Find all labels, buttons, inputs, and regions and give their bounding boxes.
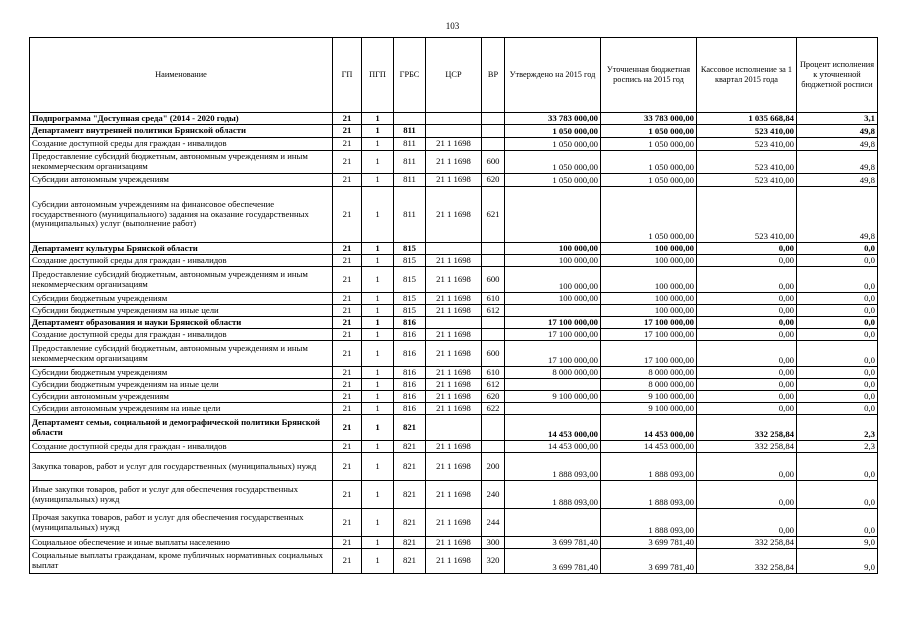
table-row [30, 441, 878, 453]
row-percent: 0,0 [797, 403, 878, 415]
row-grbs: 815 [394, 293, 426, 305]
row-name: Субсидии бюджетным учреждениям на иные цели [30, 305, 333, 317]
row-grbs: 811 [394, 125, 426, 138]
table-row [30, 187, 878, 243]
row-approved: 9 100 000,00 [505, 391, 601, 403]
row-grbs: 821 [394, 453, 426, 481]
row-csr: 21 1 1698 [426, 305, 482, 317]
row-refined: 8 000 000,00 [601, 367, 697, 379]
row-refined: 3 699 781,40 [601, 549, 697, 574]
header-csr: ЦСР [426, 38, 482, 113]
row-approved [505, 509, 601, 537]
row-percent: 0,0 [797, 341, 878, 367]
row-gp: 21 [333, 379, 362, 391]
row-csr [426, 415, 482, 441]
row-vr [482, 255, 505, 267]
row-cash: 0,00 [697, 341, 797, 367]
row-cash: 332 258,84 [697, 441, 797, 453]
row-cash: 0,00 [697, 293, 797, 305]
row-grbs: 821 [394, 415, 426, 441]
table-row [30, 317, 878, 329]
row-grbs: 811 [394, 138, 426, 151]
row-pgp: 1 [362, 151, 394, 174]
row-percent: 49,8 [797, 125, 878, 138]
row-csr: 21 1 1698 [426, 267, 482, 293]
row-csr: 21 1 1698 [426, 138, 482, 151]
row-name: Предоставление субсидий бюджетным, автономным учреждениям и иным некоммерческим организациям [30, 151, 333, 174]
row-name: Субсидии автономным учреждениям [30, 174, 333, 187]
row-cash: 523 410,00 [697, 138, 797, 151]
row-grbs: 811 [394, 174, 426, 187]
row-gp: 21 [333, 305, 362, 317]
table-row [30, 379, 878, 391]
row-refined: 33 783 000,00 [601, 113, 697, 125]
row-approved [505, 379, 601, 391]
row-cash: 523 410,00 [697, 187, 797, 243]
row-percent: 0,0 [797, 329, 878, 341]
row-cash: 332 258,84 [697, 549, 797, 574]
row-pgp: 1 [362, 481, 394, 509]
row-percent: 0,0 [797, 391, 878, 403]
row-name: Прочая закупка товаров, работ и услуг для обеспечения государственных (муниципальных) нужд [30, 509, 333, 537]
row-csr: 21 1 1698 [426, 537, 482, 549]
row-pgp: 1 [362, 549, 394, 574]
row-pgp: 1 [362, 113, 394, 125]
row-cash: 0,00 [697, 379, 797, 391]
row-approved: 100 000,00 [505, 255, 601, 267]
row-name: Департамент культуры Брянской области [30, 243, 333, 255]
row-grbs [394, 113, 426, 125]
row-name: Субсидии бюджетным учреждениям [30, 367, 333, 379]
table-row [30, 453, 878, 481]
row-vr [482, 243, 505, 255]
row-gp: 21 [333, 267, 362, 293]
table-row [30, 113, 878, 125]
row-cash: 0,00 [697, 391, 797, 403]
row-percent: 9,0 [797, 549, 878, 574]
table-row [30, 138, 878, 151]
row-percent: 2,3 [797, 441, 878, 453]
row-approved: 100 000,00 [505, 243, 601, 255]
row-percent: 49,8 [797, 138, 878, 151]
row-csr: 21 1 1698 [426, 255, 482, 267]
header-grbs: ГРБС [394, 38, 426, 113]
row-percent: 0,0 [797, 243, 878, 255]
table-header-row [30, 38, 878, 113]
row-grbs: 815 [394, 305, 426, 317]
row-gp: 21 [333, 391, 362, 403]
row-name: Создание доступной среды для граждан - инвалидов [30, 138, 333, 151]
row-vr [482, 125, 505, 138]
row-cash: 1 035 668,84 [697, 113, 797, 125]
row-percent: 0,0 [797, 293, 878, 305]
row-approved: 1 888 093,00 [505, 481, 601, 509]
row-pgp: 1 [362, 537, 394, 549]
row-percent: 0,0 [797, 453, 878, 481]
row-grbs: 821 [394, 481, 426, 509]
row-vr: 620 [482, 174, 505, 187]
row-grbs: 815 [394, 267, 426, 293]
table-row [30, 151, 878, 174]
row-pgp: 1 [362, 403, 394, 415]
row-csr: 21 1 1698 [426, 441, 482, 453]
row-pgp: 1 [362, 174, 394, 187]
row-name: Департамент образования и науки Брянской области [30, 317, 333, 329]
row-approved: 17 100 000,00 [505, 329, 601, 341]
row-grbs: 821 [394, 509, 426, 537]
row-csr: 21 1 1698 [426, 151, 482, 174]
row-approved [505, 187, 601, 243]
row-cash: 0,00 [697, 317, 797, 329]
row-cash: 523 410,00 [697, 151, 797, 174]
header-cash: Кассовое исполнение за 1 квартал 2015 года [697, 38, 797, 113]
header-name: Наименование [30, 38, 333, 113]
table-row [30, 329, 878, 341]
row-pgp: 1 [362, 243, 394, 255]
row-pgp: 1 [362, 267, 394, 293]
row-vr [482, 415, 505, 441]
row-refined: 1 050 000,00 [601, 138, 697, 151]
row-grbs: 816 [394, 403, 426, 415]
row-gp: 21 [333, 174, 362, 187]
row-refined: 3 699 781,40 [601, 537, 697, 549]
row-approved: 8 000 000,00 [505, 367, 601, 379]
row-pgp: 1 [362, 341, 394, 367]
row-approved: 100 000,00 [505, 293, 601, 305]
row-grbs: 811 [394, 151, 426, 174]
row-vr: 621 [482, 187, 505, 243]
row-approved: 1 050 000,00 [505, 125, 601, 138]
row-csr: 21 1 1698 [426, 403, 482, 415]
row-cash: 0,00 [697, 267, 797, 293]
row-csr: 21 1 1698 [426, 187, 482, 243]
row-grbs: 816 [394, 379, 426, 391]
row-cash: 332 258,84 [697, 415, 797, 441]
row-refined: 9 100 000,00 [601, 391, 697, 403]
row-csr: 21 1 1698 [426, 329, 482, 341]
row-approved: 1 888 093,00 [505, 453, 601, 481]
row-name: Субсидии бюджетным учреждениям на иные цели [30, 379, 333, 391]
row-vr [482, 138, 505, 151]
row-gp: 21 [333, 329, 362, 341]
row-refined: 17 100 000,00 [601, 341, 697, 367]
row-name: Субсидии автономным учреждениям [30, 391, 333, 403]
row-refined: 1 888 093,00 [601, 453, 697, 481]
row-cash: 0,00 [697, 509, 797, 537]
row-percent: 0,0 [797, 367, 878, 379]
row-refined: 100 000,00 [601, 293, 697, 305]
row-pgp: 1 [362, 138, 394, 151]
header-approved: Утверждено на 2015 год [505, 38, 601, 113]
row-approved: 1 050 000,00 [505, 138, 601, 151]
row-name: Создание доступной среды для граждан - инвалидов [30, 255, 333, 267]
row-name: Социальное обеспечение и иные выплаты населению [30, 537, 333, 549]
row-percent: 0,0 [797, 255, 878, 267]
row-csr: 21 1 1698 [426, 341, 482, 367]
row-cash: 523 410,00 [697, 125, 797, 138]
row-percent: 49,8 [797, 174, 878, 187]
row-gp: 21 [333, 341, 362, 367]
row-approved: 3 699 781,40 [505, 549, 601, 574]
row-name: Создание доступной среды для граждан - инвалидов [30, 441, 333, 453]
row-grbs: 821 [394, 549, 426, 574]
row-grbs: 815 [394, 243, 426, 255]
row-grbs: 816 [394, 329, 426, 341]
row-cash: 0,00 [697, 305, 797, 317]
row-percent: 0,0 [797, 305, 878, 317]
row-csr [426, 243, 482, 255]
row-gp: 21 [333, 187, 362, 243]
row-cash: 0,00 [697, 367, 797, 379]
row-percent: 0,0 [797, 509, 878, 537]
row-csr: 21 1 1698 [426, 481, 482, 509]
row-percent: 3,1 [797, 113, 878, 125]
row-pgp: 1 [362, 255, 394, 267]
row-cash: 332 258,84 [697, 537, 797, 549]
table-row [30, 243, 878, 255]
row-grbs: 815 [394, 255, 426, 267]
row-gp: 21 [333, 151, 362, 174]
row-name: Департамент внутренней политики Брянской области [30, 125, 333, 138]
row-grbs: 811 [394, 187, 426, 243]
row-csr: 21 1 1698 [426, 549, 482, 574]
row-refined: 1 888 093,00 [601, 509, 697, 537]
row-refined: 1 888 093,00 [601, 481, 697, 509]
row-cash: 0,00 [697, 243, 797, 255]
row-vr: 320 [482, 549, 505, 574]
row-gp: 21 [333, 453, 362, 481]
row-vr: 600 [482, 267, 505, 293]
row-vr: 610 [482, 367, 505, 379]
row-grbs: 821 [394, 441, 426, 453]
row-name: Предоставление субсидий бюджетным, автономным учреждениям и иным некоммерческим организациям [30, 341, 333, 367]
row-name: Субсидии бюджетным учреждениям [30, 293, 333, 305]
table-row [30, 174, 878, 187]
row-gp: 21 [333, 293, 362, 305]
row-gp: 21 [333, 367, 362, 379]
row-approved [505, 403, 601, 415]
row-gp: 21 [333, 317, 362, 329]
row-name: Иные закупки товаров, работ и услуг для обеспечения государственных (муниципальных) нужд [30, 481, 333, 509]
row-name: Закупка товаров, работ и услуг для государственных (муниципальных) нужд [30, 453, 333, 481]
row-pgp: 1 [362, 329, 394, 341]
table-row [30, 267, 878, 293]
row-percent: 2,3 [797, 415, 878, 441]
row-percent: 0,0 [797, 481, 878, 509]
table-row [30, 367, 878, 379]
row-pgp: 1 [362, 187, 394, 243]
table-row [30, 415, 878, 441]
row-gp: 21 [333, 113, 362, 125]
row-pgp: 1 [362, 509, 394, 537]
row-gp: 21 [333, 481, 362, 509]
row-cash: 0,00 [697, 329, 797, 341]
header-gp: ГП [333, 38, 362, 113]
row-vr [482, 329, 505, 341]
row-refined: 100 000,00 [601, 243, 697, 255]
row-gp: 21 [333, 537, 362, 549]
row-csr: 21 1 1698 [426, 293, 482, 305]
header-pgp: ПГП [362, 38, 394, 113]
row-pgp: 1 [362, 441, 394, 453]
row-cash: 0,00 [697, 403, 797, 415]
row-percent: 49,8 [797, 187, 878, 243]
row-grbs: 816 [394, 391, 426, 403]
row-csr: 21 1 1698 [426, 509, 482, 537]
row-csr [426, 317, 482, 329]
row-vr: 620 [482, 391, 505, 403]
row-refined: 17 100 000,00 [601, 329, 697, 341]
row-refined: 14 453 000,00 [601, 441, 697, 453]
row-vr [482, 113, 505, 125]
row-vr: 244 [482, 509, 505, 537]
row-refined: 1 050 000,00 [601, 125, 697, 138]
row-csr [426, 125, 482, 138]
row-gp: 21 [333, 441, 362, 453]
row-cash: 0,00 [697, 453, 797, 481]
header-vr: ВР [482, 38, 505, 113]
table-row [30, 537, 878, 549]
row-refined: 100 000,00 [601, 267, 697, 293]
row-csr: 21 1 1698 [426, 391, 482, 403]
row-gp: 21 [333, 549, 362, 574]
row-pgp: 1 [362, 125, 394, 138]
row-vr: 610 [482, 293, 505, 305]
row-refined: 8 000 000,00 [601, 379, 697, 391]
row-vr [482, 317, 505, 329]
row-gp: 21 [333, 138, 362, 151]
table-row [30, 391, 878, 403]
row-approved: 1 050 000,00 [505, 151, 601, 174]
row-csr: 21 1 1698 [426, 453, 482, 481]
table-row [30, 293, 878, 305]
budget-execution-table [29, 37, 878, 574]
header-refined: Уточненная бюджетная роспись на 2015 год [601, 38, 697, 113]
row-approved: 17 100 000,00 [505, 317, 601, 329]
row-name: Социальные выплаты гражданам, кроме публичных нормативных социальных выплат [30, 549, 333, 574]
table-row [30, 341, 878, 367]
row-gp: 21 [333, 509, 362, 537]
row-approved: 3 699 781,40 [505, 537, 601, 549]
table-row [30, 255, 878, 267]
row-vr: 612 [482, 379, 505, 391]
row-gp: 21 [333, 415, 362, 441]
row-vr: 600 [482, 341, 505, 367]
row-vr: 300 [482, 537, 505, 549]
table-row [30, 403, 878, 415]
row-cash: 0,00 [697, 255, 797, 267]
row-percent: 9,0 [797, 537, 878, 549]
row-gp: 21 [333, 125, 362, 138]
row-name: Подпрограмма "Доступная среда" (2014 - 2020 годы) [30, 113, 333, 125]
table-row [30, 549, 878, 574]
row-pgp: 1 [362, 367, 394, 379]
row-approved: 100 000,00 [505, 267, 601, 293]
row-refined: 1 050 000,00 [601, 187, 697, 243]
row-approved [505, 305, 601, 317]
row-refined: 17 100 000,00 [601, 317, 697, 329]
row-vr: 200 [482, 453, 505, 481]
row-refined: 1 050 000,00 [601, 174, 697, 187]
row-percent: 0,0 [797, 379, 878, 391]
row-refined: 9 100 000,00 [601, 403, 697, 415]
row-name: Субсидии автономным учреждениям на иные цели [30, 403, 333, 415]
row-approved: 33 783 000,00 [505, 113, 601, 125]
header-percent: Процент исполнения к уточненной бюджетной росписи [797, 38, 878, 113]
row-gp: 21 [333, 255, 362, 267]
row-pgp: 1 [362, 415, 394, 441]
row-name: Департамент семьи, социальной и демографической политики Брянской области [30, 415, 333, 441]
row-cash: 0,00 [697, 481, 797, 509]
row-approved: 17 100 000,00 [505, 341, 601, 367]
row-grbs: 816 [394, 341, 426, 367]
row-approved: 14 453 000,00 [505, 441, 601, 453]
row-pgp: 1 [362, 305, 394, 317]
row-pgp: 1 [362, 391, 394, 403]
page-number: 103 [445, 21, 460, 31]
row-pgp: 1 [362, 453, 394, 481]
row-vr [482, 441, 505, 453]
row-csr: 21 1 1698 [426, 174, 482, 187]
row-name: Субсидии автономным учреждениям на финансовое обеспечение государственного (муниципального) задания на оказание государственных (муниципальных) услуг (выполнение работ) [30, 187, 333, 243]
row-pgp: 1 [362, 293, 394, 305]
row-approved: 1 050 000,00 [505, 174, 601, 187]
row-refined: 14 453 000,00 [601, 415, 697, 441]
row-name: Создание доступной среды для граждан - инвалидов [30, 329, 333, 341]
row-gp: 21 [333, 403, 362, 415]
row-percent: 0,0 [797, 267, 878, 293]
row-csr: 21 1 1698 [426, 379, 482, 391]
row-refined: 100 000,00 [601, 255, 697, 267]
row-approved: 14 453 000,00 [505, 415, 601, 441]
table-row [30, 125, 878, 138]
row-vr: 612 [482, 305, 505, 317]
row-gp: 21 [333, 243, 362, 255]
row-name: Предоставление субсидий бюджетным, автономным учреждениям и иным некоммерческим организациям [30, 267, 333, 293]
row-refined: 1 050 000,00 [601, 151, 697, 174]
row-grbs: 816 [394, 317, 426, 329]
row-pgp: 1 [362, 317, 394, 329]
table-row [30, 481, 878, 509]
row-percent: 0,0 [797, 317, 878, 329]
row-vr: 240 [482, 481, 505, 509]
row-refined: 100 000,00 [601, 305, 697, 317]
row-grbs: 816 [394, 367, 426, 379]
row-vr: 600 [482, 151, 505, 174]
row-vr: 622 [482, 403, 505, 415]
row-pgp: 1 [362, 379, 394, 391]
row-percent: 49,8 [797, 151, 878, 174]
row-csr: 21 1 1698 [426, 367, 482, 379]
row-csr [426, 113, 482, 125]
table-row [30, 509, 878, 537]
row-cash: 523 410,00 [697, 174, 797, 187]
row-grbs: 821 [394, 537, 426, 549]
table-row [30, 305, 878, 317]
